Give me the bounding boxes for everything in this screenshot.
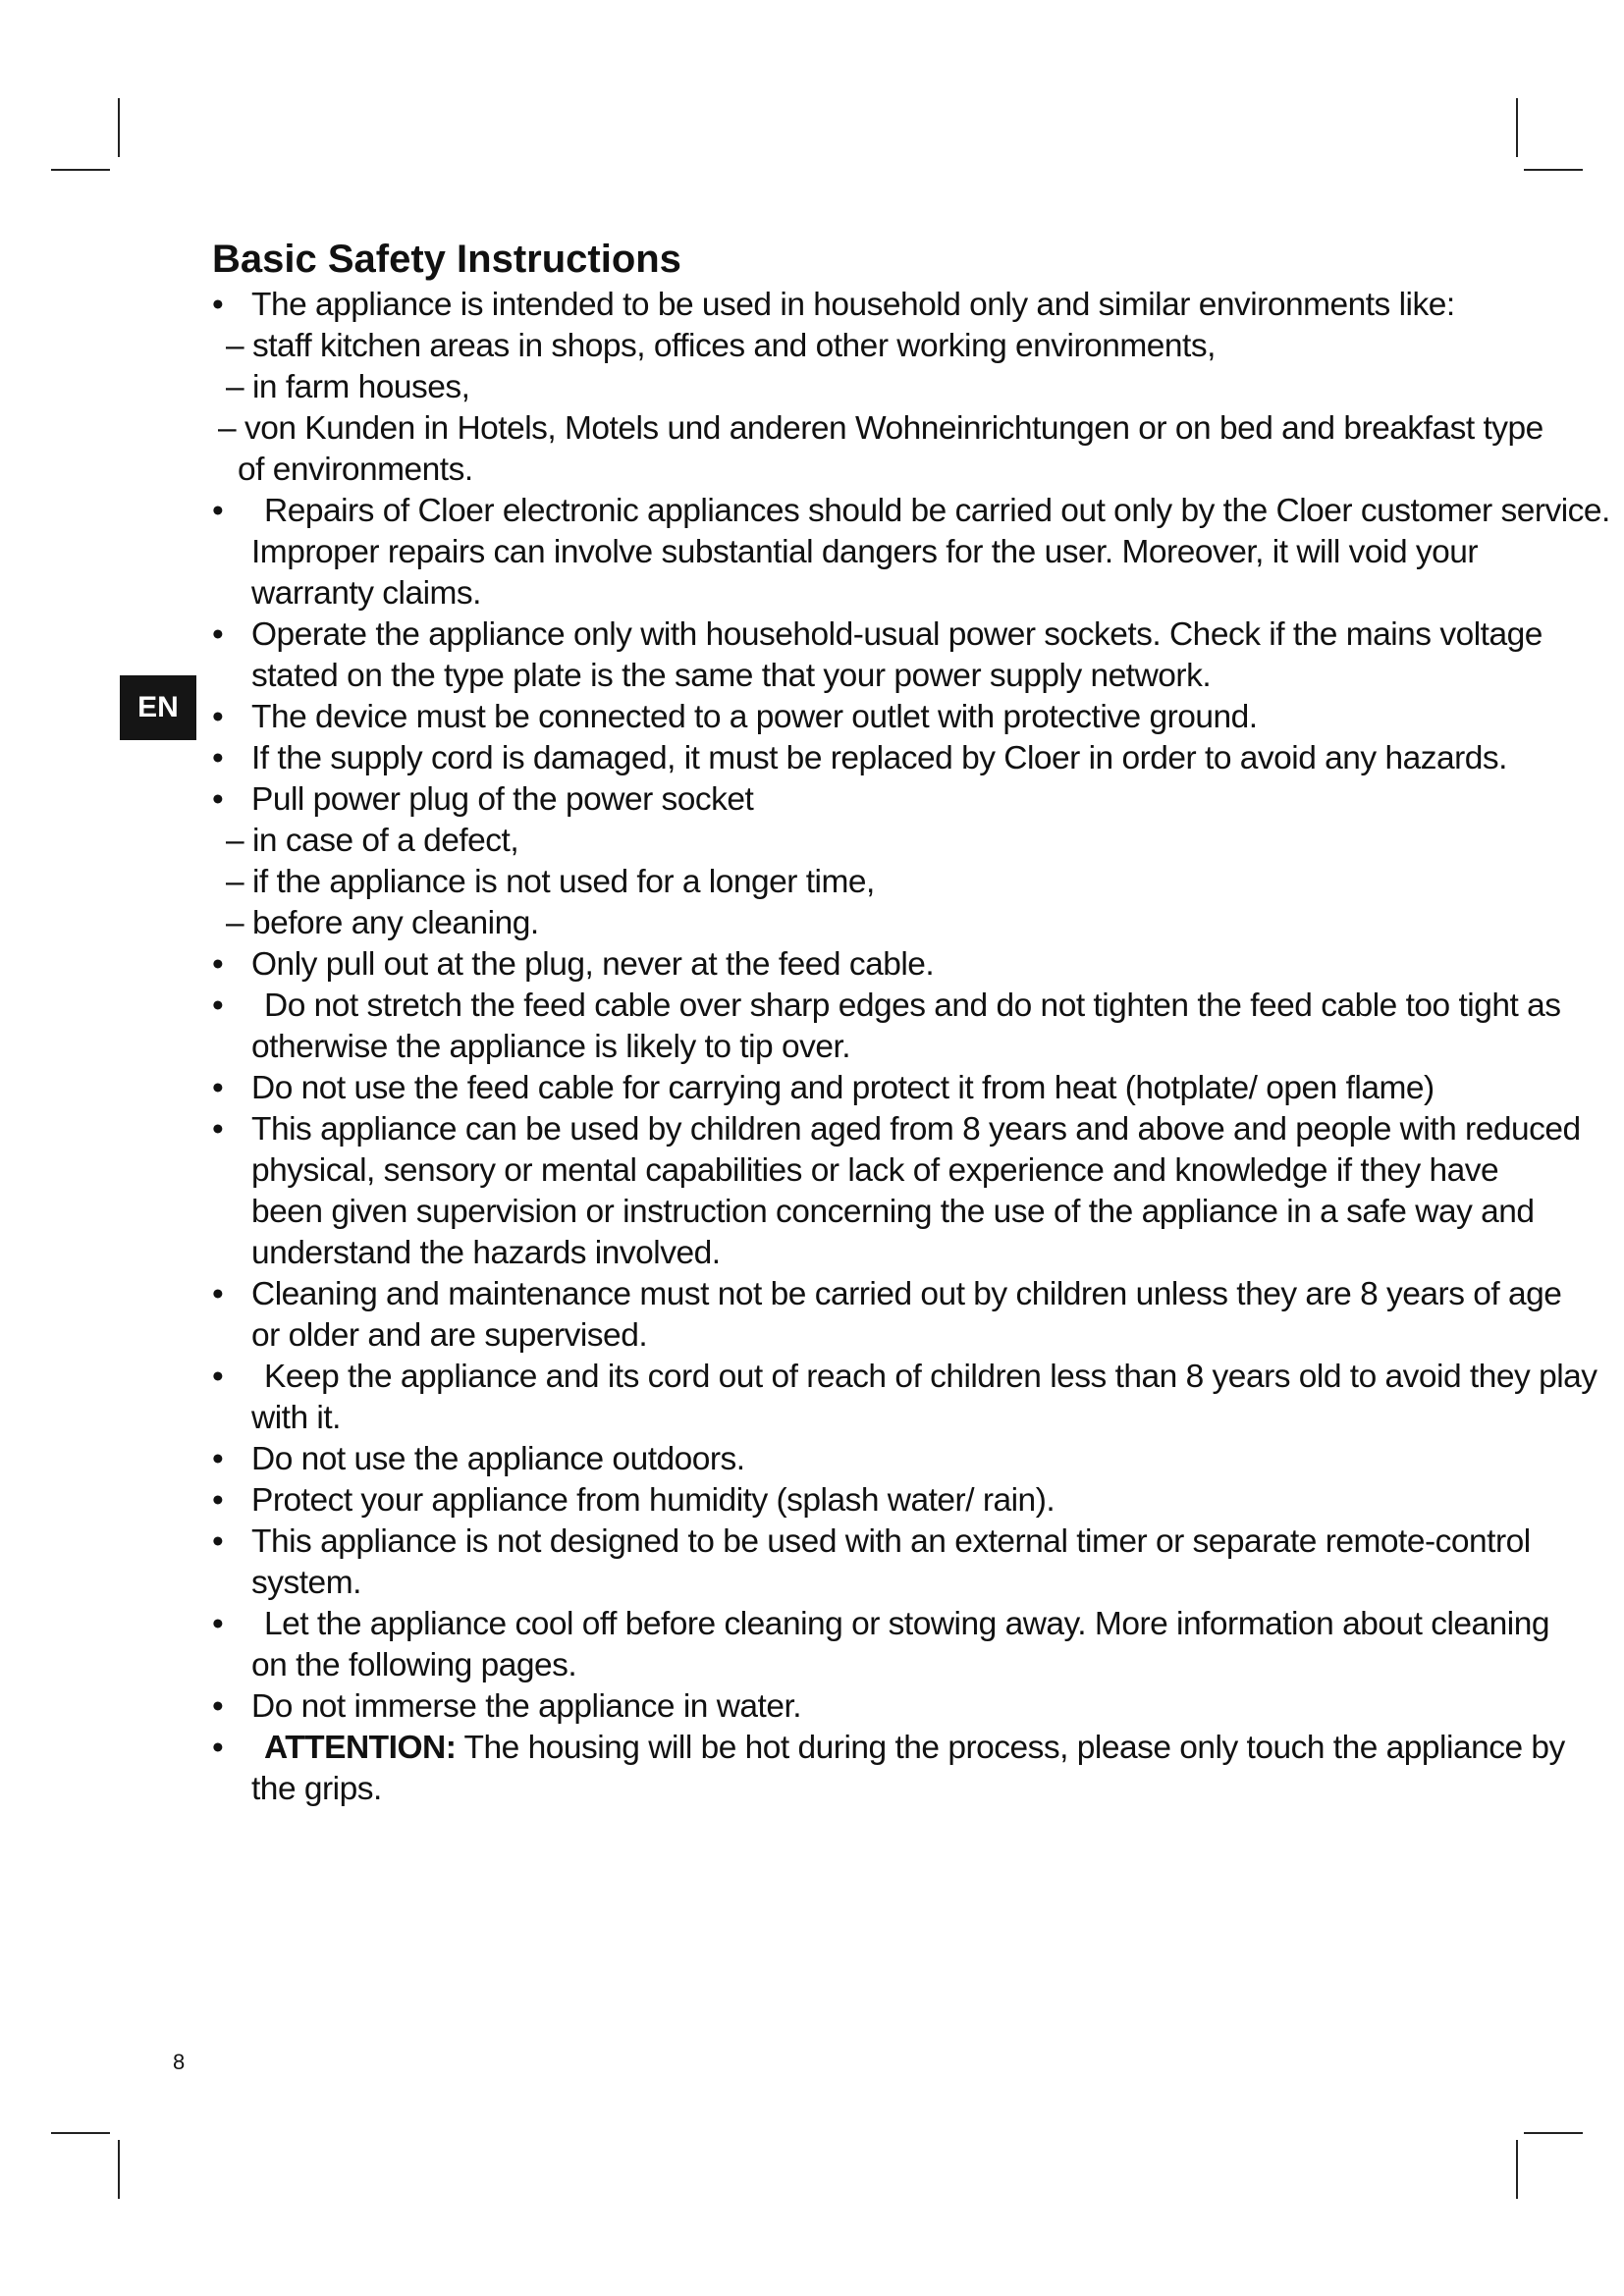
- line-text: The device must be connected to a power outlet with protective ground.: [251, 699, 1258, 735]
- bullet-glyph: •: [212, 1070, 224, 1106]
- line-text: understand the hazards involved.: [251, 1235, 721, 1271]
- line-text: The appliance is intended to be used in household only and similar environments like:: [251, 287, 1455, 323]
- crop-mark-top-right-horizontal: [1524, 169, 1583, 171]
- crop-mark-top-right-vertical: [1516, 98, 1518, 157]
- page-title: Basic Safety Instructions: [212, 238, 681, 281]
- sub-item-line: [218, 408, 1543, 450]
- continuation-line: [251, 1398, 341, 1439]
- bullet-glyph: •: [212, 988, 224, 1024]
- line-text: This appliance can be used by children aged from 8 years and above and people with reduced: [251, 1111, 1581, 1148]
- bullet-line: [212, 614, 1543, 656]
- line-text: Let the appliance cool off before cleaning or stowing away. More information about cleaning: [264, 1606, 1549, 1642]
- language-badge: EN: [120, 675, 196, 740]
- bullet-glyph: •: [212, 699, 224, 735]
- bullet-line: [212, 1522, 1531, 1563]
- line-text: Cleaning and maintenance must not be carried out by children unless they are 8 years of age: [251, 1276, 1562, 1312]
- line-text: physical, sensory or mental capabilities or lack of experience and knowledge if they have: [251, 1152, 1499, 1189]
- bullet-line: [212, 1068, 1435, 1109]
- sub-item-line: [226, 821, 518, 862]
- sub-item-line: [226, 326, 1216, 367]
- continuation-line: [251, 1645, 576, 1686]
- line-text: Improper repairs can involve substantial dangers for the user. Moreover, it will void your: [251, 534, 1479, 570]
- line-text: system.: [251, 1565, 361, 1601]
- line-text: – in farm houses,: [226, 369, 470, 405]
- line-text: The housing will be hot during the process, please only touch the appliance by: [456, 1730, 1565, 1766]
- attention-label: ATTENTION:: [264, 1730, 457, 1766]
- line-text: – in case of a defect,: [226, 823, 519, 859]
- line-text: Repairs of Cloer electronic appliances should be carried out only by the Cloer customer service.: [264, 493, 1610, 529]
- continuation-line: [251, 1233, 721, 1274]
- line-text: Do not immerse the appliance in water.: [251, 1688, 802, 1725]
- bullet-glyph: •: [212, 1359, 224, 1395]
- line-text: been given supervision or instruction concerning the use of the appliance in a safe way and: [251, 1194, 1535, 1230]
- continuation-line: [238, 450, 473, 491]
- line-text: – if the appliance is not used for a longer time,: [226, 864, 875, 900]
- line-text: Only pull out at the plug, never at the feed cable.: [251, 946, 935, 983]
- bullet-line: [212, 1109, 1581, 1150]
- bullet-glyph: •: [212, 1276, 224, 1312]
- continuation-line: [251, 1150, 1499, 1192]
- continuation-line: [251, 1027, 850, 1068]
- bullet-line: [212, 285, 1455, 326]
- crop-mark-bottom-left-horizontal: [51, 2132, 110, 2134]
- line-text: warranty claims.: [251, 575, 481, 612]
- line-text: stated on the type plate is the same that your power supply network.: [251, 658, 1212, 694]
- bullet-glyph: •: [212, 1523, 224, 1560]
- line-text: – before any cleaning.: [226, 905, 539, 941]
- line-text: This appliance is not designed to be used with an external timer or separate remote-control: [251, 1523, 1531, 1560]
- continuation-line: [251, 1315, 647, 1357]
- crop-mark-top-left-vertical: [118, 98, 120, 157]
- line-text: Do not stretch the feed cable over sharp edges and do not tighten the feed cable too tight as: [264, 988, 1561, 1024]
- bullet-line: [212, 1604, 1549, 1645]
- line-text: – staff kitchen areas in shops, offices and other working environments,: [226, 328, 1216, 364]
- bullet-line: [212, 1480, 1055, 1522]
- line-text: Keep the appliance and its cord out of reach of children less than 8 years old to avoid they play: [264, 1359, 1597, 1395]
- bullet-glyph: •: [212, 740, 224, 776]
- bullet-line: [212, 1686, 801, 1728]
- line-text: on the following pages.: [251, 1647, 577, 1683]
- bullet-glyph: •: [212, 946, 224, 983]
- line-text: of environments.: [238, 452, 473, 488]
- bullet-line: [212, 1439, 745, 1480]
- bullet-glyph: •: [212, 1606, 224, 1642]
- continuation-line: [251, 1769, 382, 1810]
- line-text: or older and are supervised.: [251, 1317, 648, 1354]
- sub-item-line: [226, 862, 875, 903]
- line-text: Do not use the appliance outdoors.: [251, 1441, 745, 1477]
- bullet-glyph: •: [212, 287, 224, 323]
- crop-mark-top-left-horizontal: [51, 169, 110, 171]
- line-text: Protect your appliance from humidity (splash water/ rain).: [251, 1482, 1056, 1519]
- bullet-line: [212, 986, 1561, 1027]
- bullet-glyph: •: [212, 1730, 224, 1766]
- bullet-line: [212, 697, 1258, 738]
- line-text: Operate the appliance only with household-usual power sockets. Check if the mains voltage: [251, 616, 1543, 653]
- sub-item-line: [226, 903, 539, 944]
- continuation-line: [251, 656, 1211, 697]
- line-text: – von Kunden in Hotels, Motels und anderen Wohneinrichtungen or on bed and breakfast type: [218, 410, 1543, 447]
- sub-item-line: [226, 367, 469, 408]
- bullet-glyph: •: [212, 493, 224, 529]
- line-text: otherwise the appliance is likely to tip over.: [251, 1029, 851, 1065]
- continuation-line: [251, 573, 481, 614]
- bullet-glyph: •: [212, 1441, 224, 1477]
- line-text: Pull power plug of the power socket: [251, 781, 754, 818]
- crop-mark-bottom-right-vertical: [1516, 2140, 1518, 2199]
- attention-line: [212, 1728, 1565, 1769]
- bullet-line: [212, 779, 753, 821]
- continuation-line: [251, 1563, 361, 1604]
- line-text: If the supply cord is damaged, it must be replaced by Cloer in order to avoid any hazards.: [251, 740, 1507, 776]
- continuation-line: [251, 1192, 1535, 1233]
- bullet-glyph: •: [212, 616, 224, 653]
- bullet-glyph: •: [212, 1482, 224, 1519]
- bullet-line: [212, 738, 1507, 779]
- page-number: 8: [173, 2050, 186, 2074]
- continuation-line: [251, 532, 1479, 573]
- line-text: with it.: [251, 1400, 341, 1436]
- bullet-line: [212, 944, 934, 986]
- bullet-line: [212, 1357, 1597, 1398]
- bullet-glyph: •: [212, 781, 224, 818]
- bullet-glyph: •: [212, 1688, 224, 1725]
- crop-mark-bottom-left-vertical: [118, 2140, 120, 2199]
- line-text: Do not use the feed cable for carrying and protect it from heat (hotplate/ open flame): [251, 1070, 1435, 1106]
- bullet-glyph: •: [212, 1111, 224, 1148]
- bullet-line: [212, 1274, 1561, 1315]
- crop-mark-bottom-right-horizontal: [1524, 2132, 1583, 2134]
- bullet-line: [212, 491, 1610, 532]
- line-text: the grips.: [251, 1771, 382, 1807]
